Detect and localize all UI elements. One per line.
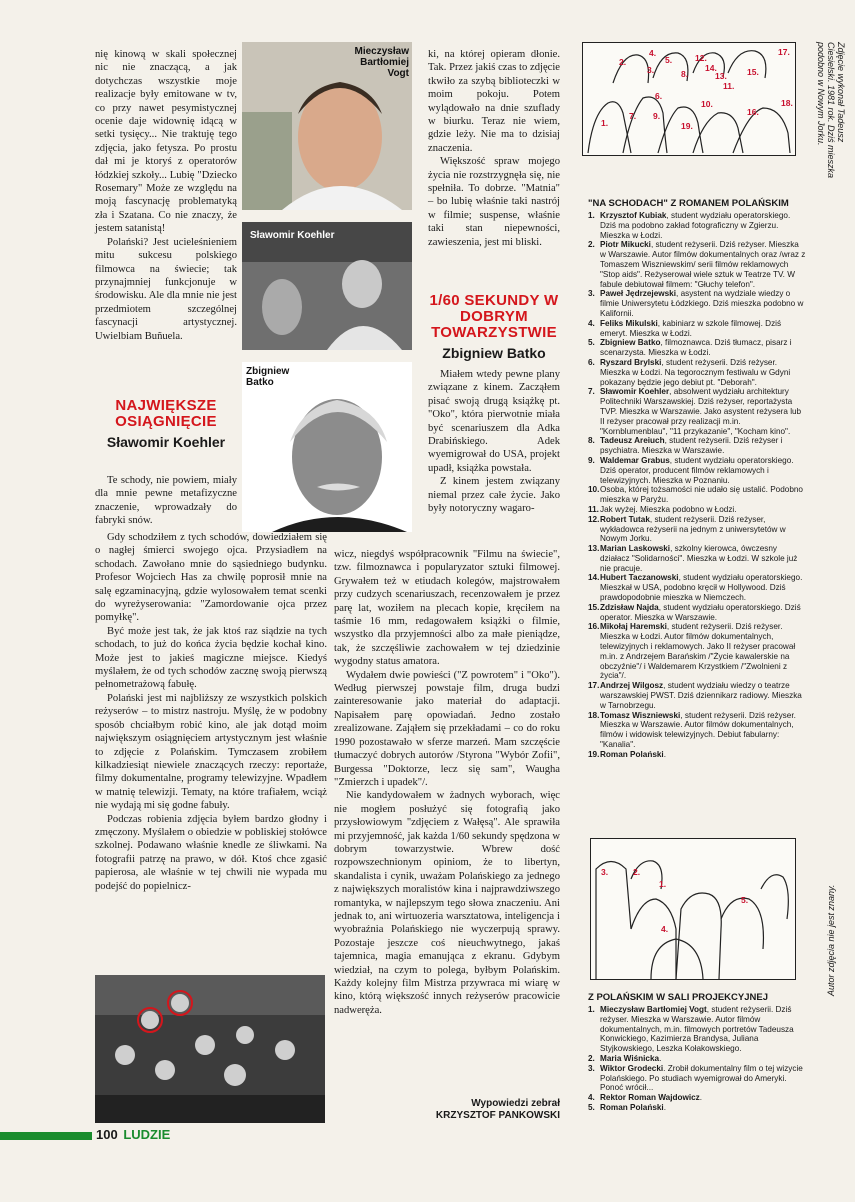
caption-vogt: Mieczysław Bartłomiej Vogt xyxy=(354,46,409,79)
legend-item xyxy=(588,289,806,318)
sketch-number: 2. xyxy=(633,867,641,877)
portrait-koehler-image xyxy=(242,222,412,350)
legend-item-number: 9. xyxy=(588,455,595,465)
paragraph: Wydałem dwie powieści ("Z powrotem" i "Oko"). Według pierwszej powstaje film, druga budzi zainteresowanie jako materiał do adaptacji. Napisałem parę opowiadań. Jedno zostało zrealizowane. Zająłem się przekładami – co do roku 1990 pozostawało w sferze marzeń. Mam szczęście tłumaczyć dobrych autorów /Styrona "Wybór Zofii", Burgessa "Doktorze, lecz się sam", Waugha "Zmierzch i upadek"/. xyxy=(334,669,560,788)
legend-item-text: , kabiniarz w szkole filmowej. Dziś emeryt. Mieszka w Łodzi. xyxy=(600,318,782,338)
paragraph: nię kinową w skali społecznej nic nie znaczącą, a jak dotychczas wszystkie moje realizacje były emitowane w tv, co przy nawet pesymistycznej ocenie daje widownię idącą w setki tysięcy... Nie traktuję tego zdjęcia, jako fetysza. Po prostu dał mi je ktoryś z operatorów łódzkiej szkoły... Lubię "Dziecko Rosemary" Może ze względu na moją fascynację problematyką zła i Szatana. Co nie znaczy, że jestem satanistą! xyxy=(95,49,237,235)
legend-item-number: 14. xyxy=(588,573,600,583)
legend-item xyxy=(588,1054,806,1064)
legend-item-name: Waldemar Grabus xyxy=(600,455,670,465)
paragraph: ki, na której opieram dłonie. Tak. Przez jakiś czas to zdjęcie tkwiło za szybą biblioteczki w moim pokoju. Potem wylądowało na dnie szuflady w biurku. Teraz nie wiem, gdzie leży. Nie ma to dzisiaj znaczenia. xyxy=(428,49,560,154)
legend-item-name: Tadeusz Areiuch xyxy=(600,436,665,446)
photo-projection-room xyxy=(95,975,325,1123)
paragraph: Te schody, nie powiem, miały dla mnie pewne metafizyczne znaczenie, wprowadzały do fabryki snów. xyxy=(95,475,237,527)
legend-item-name: Zdzisław Najda xyxy=(600,602,659,612)
legend-item-text: , asystent na wydziale wiedzy o filmie Uniwersytetu Łódzkiego. Dziś mieszka podobno w Kalifornii. xyxy=(600,289,804,318)
legend-item-text: , student wydziału operatorskiego. Dziś operator. Mieszka w Warszawie. xyxy=(600,602,801,622)
heading-koehler xyxy=(95,398,237,450)
legend-item xyxy=(588,211,806,240)
column-1-top xyxy=(95,48,237,343)
paragraph: Większość spraw mojego życia nie rozstrzygnęła się, nie spełniła. To dobrze. "Matnia" – bo lubię właśnie taki nastrój w filmie; suspense, właśnie taki stan niepewności, zawieszenia, jest mi bliski. xyxy=(428,156,560,248)
legend-item xyxy=(588,573,806,602)
sketch-number: 19. xyxy=(681,121,693,131)
legend-item-text: Jak wyżej. Mieszka podobno w Łodzi. xyxy=(600,504,737,514)
legend-item xyxy=(588,622,806,681)
legend-item-name: Paweł Jędrzejewski xyxy=(600,289,677,299)
legend-item-text: , student reżyserii. Dziś reżyser i psychiatra. Mieszka w Warszawie. xyxy=(600,436,783,456)
legend-item xyxy=(588,1064,806,1093)
sketch-number: 3. xyxy=(647,65,655,75)
legend-item-name: Hubert Taczanowski xyxy=(600,573,679,583)
legend-item-number: 15. xyxy=(588,602,600,612)
legend-item-number: 4. xyxy=(588,1093,595,1103)
legend-item xyxy=(588,358,806,387)
legend-item-text: . xyxy=(699,1093,703,1103)
legend-item-text: , student wydziału operatorskiego. Dziś operator, producent filmów reklamowych i telewizyjnych. Mieszka w Poznaniu. xyxy=(600,455,794,485)
legend-stairs xyxy=(588,198,806,760)
legend-item-text: , student reżyserii. Dziś reżyser. Mieszka w Warszawie. Autor filmów dokumentalnych, filmów i widowisk telewizyjnych. Debiut fabularny: "Kanalia". xyxy=(600,710,796,750)
legend-item xyxy=(588,711,806,750)
column-2-mid xyxy=(428,368,560,515)
legend-item-number: 18. xyxy=(588,710,600,720)
sketch-number: 14. xyxy=(705,63,717,73)
paragraph: Miałem wtedy pewne plany związane z kinem. Zacząłem pisać swoją drugą książkę pt. "Oko", która pierwotnie miała być scenariuszem dla Adka Drabińskiego. Adek wyemigrował do USA, projekt upadł, książka powstała. xyxy=(428,369,560,474)
legend-item-name: Andrzej Wilgosz xyxy=(600,681,664,691)
legend-item-number: 13. xyxy=(588,544,600,554)
legend-item-number: 17. xyxy=(588,681,600,691)
sketch-number: 5. xyxy=(741,895,749,905)
signature-author: KRZYSZTOF PANKOWSKI xyxy=(435,1110,560,1121)
legend-list xyxy=(588,211,806,760)
legend-item-name: Wiktor Grodecki xyxy=(600,1063,664,1073)
heading-title: 1/60 SEKUNDY W DOBRYM TOWARZYSTWIE xyxy=(429,292,559,341)
photo-koehler xyxy=(242,222,412,350)
legend-item-name: Rektor Roman Wajdowicz xyxy=(600,1093,700,1103)
legend-item-name: Krzysztof Kubiak xyxy=(600,211,667,220)
heading-batko xyxy=(428,293,560,361)
sketch-number: 8. xyxy=(681,69,689,79)
legend-item-number: 3. xyxy=(588,1063,595,1073)
legend-item-text: , szkolny kierowca, ówczesny działacz "Solidarności". Mieszka w Łodzi. W szkole już nie pracuje. xyxy=(600,544,798,573)
heading-author: Zbigniew Batko xyxy=(442,345,546,361)
legend-item-number: 7. xyxy=(588,387,595,397)
magazine-name: LUDZIE xyxy=(123,1127,171,1142)
paragraph: Gdy schodziłem z tych schodów, dowiedziałem się o nagłej śmierci swojego ojca. Przysiadłem na schodach. Zawołano mnie do sąsiedniego budynku. Profesor Wojciech Has za chwilę poprosił mnie na salę egzaminacyjną, gdzie wylosowałem temat scenki do wyreżyserowania: "Zamordowanie ojca przez pomyłkę". xyxy=(95,532,327,624)
sketch-number: 1. xyxy=(659,879,667,889)
sketch-stairs-outlines xyxy=(583,43,795,155)
signature-label: Wypowiedzi zebrał xyxy=(471,1098,560,1109)
legend-item-text: , filmoznawca. Dziś tłumacz, pisarz i scenarzysta. Mieszka w Łodzi. xyxy=(600,338,792,358)
sketch-number: 4. xyxy=(661,924,669,934)
legend-item-text: , student wydziału wiedzy o teatrze warszawskiej PWST. Dziś dziennikarz radiowy. Mieszka w Tarnobrzegu. xyxy=(600,681,802,710)
caption-batko: Zbigniew Batko xyxy=(246,366,290,388)
photo-credit-2: Autor zdjęcia nie jest znany. xyxy=(826,884,836,996)
legend-item xyxy=(588,485,806,505)
signature xyxy=(380,1098,560,1122)
sketch-number: 1. xyxy=(601,118,609,128)
column-1-wide xyxy=(95,531,327,893)
sketch-number: 13. xyxy=(715,71,727,81)
legend-item xyxy=(588,1005,806,1054)
legend-item xyxy=(588,456,806,485)
folio xyxy=(96,1127,170,1142)
legend-item-number: 16. xyxy=(588,622,600,632)
legend-item xyxy=(588,319,806,339)
legend-item-text: Osoba, której tożsamości nie udało się ustalić. Podobno mieszka w Paryżu. xyxy=(600,485,803,505)
sketch-number: 18. xyxy=(781,98,793,108)
legend-item xyxy=(588,1103,806,1113)
sketch-number: 2. xyxy=(619,57,627,67)
legend-item-name: Robert Tutak xyxy=(600,514,650,524)
sketch-number: 11. xyxy=(723,81,735,91)
legend-item xyxy=(588,387,806,436)
sketch-number: 16. xyxy=(747,107,759,117)
sketch-stairs xyxy=(582,42,796,156)
legend-item-name: Tomasz Wiszniewski xyxy=(600,710,681,720)
legend-item-text: , student reżyserii. Dziś reżyser, wykładowca reżyserii na jednym z uniwersytetów w Nowym Jorku. xyxy=(600,514,786,544)
legend-item xyxy=(588,338,806,358)
legend-item-number: 3. xyxy=(588,289,595,299)
page-number: 100 xyxy=(96,1127,118,1142)
paragraph: Z kinem jestem związany niemal przez całe życie. Jako były notoryczny wagaro- xyxy=(428,476,560,515)
legend-item-text: , absolwent wydziału architektury Politechniki Warszawskiej. Dziś reżyser, reportażysta TVP. Mieszka w Warszawie. Jako asystent reżysera lub II reżyser pracował przy realizacji m.in. "Kornblumenblau", "11 przykazanie", "Kocham kino". xyxy=(600,387,802,436)
legend-item-number: 5. xyxy=(588,338,595,348)
sketch-number: 5. xyxy=(665,55,673,65)
legend-item-number: 8. xyxy=(588,436,595,446)
photo-credit-1: Zdjęcie wykonał Tadeusz Ciesielski. 1981 rok. Dziś mieszka podobno w Nowym Jorku. xyxy=(816,42,846,179)
sketch-number: 15. xyxy=(747,67,759,77)
legend-item-number: 10. xyxy=(588,485,600,495)
paragraph: Polański? Jest ucieleśnieniem mitu sukcesu polskiego filmowca na świecie; tak przynajmniej funkcjonuje w środowisku. Ale dla mnie nie jest przedmiotem szczególnej fascynacji artystycznej. Uwielbiam Buñuela. xyxy=(95,236,237,342)
legend-item-name: Mikołaj Haremski xyxy=(600,622,667,632)
legend-item-number: 1. xyxy=(588,211,595,220)
legend-item-text: , student reżyserii. Dziś reżyser. Mieszka w Warszawie. Autor filmów dokumentalnych, m.in. filmowych portretów Tadeusza Konwickiego, Kazimierza Brandysa, Juliana Styjkowskiego, Leszka Kołakowskiego. xyxy=(600,1005,794,1054)
legend-item xyxy=(588,603,806,623)
caption-koehler: Sławomir Koehler xyxy=(250,230,335,241)
sketch-number: 9. xyxy=(653,111,661,121)
legend-item-text: , student reżyserii. Dziś reżyser. Mieszka w Łodzi. Na tegorocznym festiwalu w Gdyni pokazany będzie jego debiut pt. "Deborah". xyxy=(600,357,791,387)
sketch-number: 7. xyxy=(629,111,637,121)
paragraph: Być może jest tak, że jak ktoś raz siądzie na tych schodach, to już do końca życia będzie kochał kino. Może jest to jakieś magiczne miejsce. Kiedyś myślałem, że od tych schodów zacznę swoją pierwszą pełnometrażową fabułę. xyxy=(95,625,327,691)
legend-item-name: Ryszard Brylski xyxy=(600,357,662,367)
legend-item xyxy=(588,515,806,544)
heading-title: NAJWIĘKSZE OSIĄGNIĘCIE xyxy=(115,397,217,430)
legend-item-text: . xyxy=(663,1102,666,1112)
column-2-wide xyxy=(334,548,560,1017)
legend-item-number: 1. xyxy=(588,1005,595,1014)
legend-item-number: 6. xyxy=(588,357,595,367)
sketch-number: 6. xyxy=(655,91,663,101)
heading-author: Sławomir Koehler xyxy=(106,434,226,450)
sketch-number: 17. xyxy=(778,47,790,57)
column-1-mid xyxy=(95,474,237,528)
sketch-projection-outlines xyxy=(591,839,795,979)
legend-title: "NA SCHODACH" Z ROMANEM POLAŃSKIM xyxy=(588,198,789,209)
legend-item-name: Piotr Mikucki xyxy=(600,240,651,250)
sketch-number: 4. xyxy=(649,48,657,58)
legend-item-name: Marian Laskowski xyxy=(600,544,671,554)
legend-item-name: Mieczysław Bartłomiej Vogt xyxy=(600,1005,707,1014)
paragraph: Nie kandydowałem w żadnych wyborach, więc nie mogłem posłużyć się fotografią jako przysłowiowym "zdjęciem z Wałęsą". Ale sprawiła mi przyjemność, jak każda 1/60 sekundy spędzona w dobrym towarzystwie. Wbrew dość rozpowszechnionym opiniom, że to libertyn, skandalista i cynik, uważam Polańskiego za jednego z największych moralistów kina i najprawdziwszego romantyka, w najlepszym tego słowa znaczeniu. Ani jednak to, ani wirtuozeria warsztatowa, inteligencja i wyobraźnia Polańskiego nie wyczerpują sprawy. Pozostaje jeszcze coś nieuchwytnego, jakaś tajemnica, magia emanująca z ekranu. Gdybym wiedział, na czym to polega, byłbym Polańskim. Każdy kolejny film Mistrza przywraca mi wiarę w kino, którą większość innych reżyserów pracowicie nadweręża. xyxy=(334,790,560,1016)
legend-item-number: 5. xyxy=(588,1102,595,1112)
legend-item-text: , student reżyserii. Dziś reżyser. Mieszka w Warszawie. Autor filmów dokumentalnych oraz /wraz z Tomaszem Wiszniewskim/ serii filmów reklamowych "Stop aids". Reżyserował wiele sztuk w Teatrze TV. W fabule debiutował filmem: "Głuchy telefon". xyxy=(600,240,806,289)
legend-item-name: Roman Polański xyxy=(600,749,664,759)
legend-item-number: 11. xyxy=(588,504,599,514)
legend-item-number: 19. xyxy=(588,749,600,759)
legend-item-name: Roman Polański xyxy=(600,1102,664,1112)
legend-item-number: 2. xyxy=(588,240,595,250)
sketch-number: 10. xyxy=(701,99,713,109)
legend-item-number: 12. xyxy=(588,514,600,524)
legend-item-name: Sławomir Koehler xyxy=(600,387,670,397)
sketch-number: 3. xyxy=(601,867,609,877)
paragraph: Polański jest mi najbliższy ze wszystkich polskich reżyserów – to mistrz nastroju. Myślę, że w podobny sposób chciałbym robić kino, ale jak dotąd moim największym osiągnięciem artystycznym jest właśnie to zdjęcie z Polańskim. Tymczasem zrobiłem kilkadziesiąt niewiele znaczących rzeczy: reportaże, filmy dokumentalne, programy telewizyjne. Wpadłem w matnię telewizji. Tematy, na które trafiałem, wciąż nie wydają mi się godne fabuły. xyxy=(95,692,327,812)
legend-item xyxy=(588,505,806,515)
legend-item-number: 2. xyxy=(588,1053,595,1063)
legend-item-text: , student wydziału operatorskiego. Dziś ma podobno zakład fotograficzny w Zgierzu. Mieszka w Łodzi. xyxy=(600,211,791,240)
column-2-top xyxy=(428,48,560,249)
legend-item-text: . Zrobił dokumentalny film o tej wizycie Polańskiego. Po studiach wyemigrował do Ameryki. Ponoć wrócił... xyxy=(600,1063,803,1093)
legend-item-name: Zbigniew Batko xyxy=(600,338,661,348)
legend-list xyxy=(588,1005,806,1113)
legend-item-text: , student reżyserii. Dziś reżyser. Mieszka w Łodzi. Autor filmów dokumentalnych, telewizyjnych i reklamowych. Jako II reżyser pracował m.in. z Andrzejem Barańskim /"Życie kawalerskie na obczyźnie"/ i Waldemarem Krzystkiem /"Zwolnieni z życia"/. xyxy=(600,622,796,681)
sketch-projection xyxy=(590,838,796,980)
group-photo-image xyxy=(95,975,325,1123)
legend-item xyxy=(588,436,806,456)
legend-item-number: 4. xyxy=(588,318,595,328)
legend-item-text: . xyxy=(659,1053,662,1063)
legend-item-name: Maria Wiśnicka xyxy=(600,1053,660,1063)
legend-item xyxy=(588,544,806,573)
legend-item xyxy=(588,750,806,760)
legend-item-text: , student wydziału operatorskiego. Mieszkał w USA, podobno kręcił w Hollywood. Dziś prawdopodobnie mieszka w Niemczech. xyxy=(600,573,803,603)
legend-item xyxy=(588,681,806,710)
legend-item-name: Feliks Mikulski xyxy=(600,318,658,328)
legend-title: Z POLAŃSKIM W SALI PROJEKCYJNEJ xyxy=(588,992,768,1003)
legend-item xyxy=(588,240,806,289)
paragraph: Podczas robienia zdjęcia byłem bardzo głodny i zmęczony. Myślałem o obiedzie w pobliskiej stołówce szkolnej. Podawano właśnie knedle ze śliwkami. Na fotografii patrzę na prawo, w dół. Ktoś chce zgasić papierosa, ale właśnie w tej chwili nie wypada mu podejść do popielnicz- xyxy=(95,813,327,892)
folio-bar xyxy=(0,1132,92,1140)
legend-projection xyxy=(588,992,806,1113)
sketch-number: 12. xyxy=(695,53,707,63)
legend-item-text: . xyxy=(663,749,666,759)
paragraph: wicz, niegdyś współpracownik "Filmu na świecie", tzw. filmoznawca i popularyzator sztuki filmowej. Grywałem też w etiudach kolegów, majstrowałem przy cudzych scenariuszach, recenzowałem je przez parę lat, woziłem na plecach kopie, kręciłem na taśmie 16 mm, redagowałem książki o filmie, wszystko dla przyjemności albo za małe pieniądze, tak, że szczęśliwie zachowałem w tej dziedzinie wygodny status amatora. xyxy=(334,549,560,668)
legend-item xyxy=(588,1093,806,1103)
